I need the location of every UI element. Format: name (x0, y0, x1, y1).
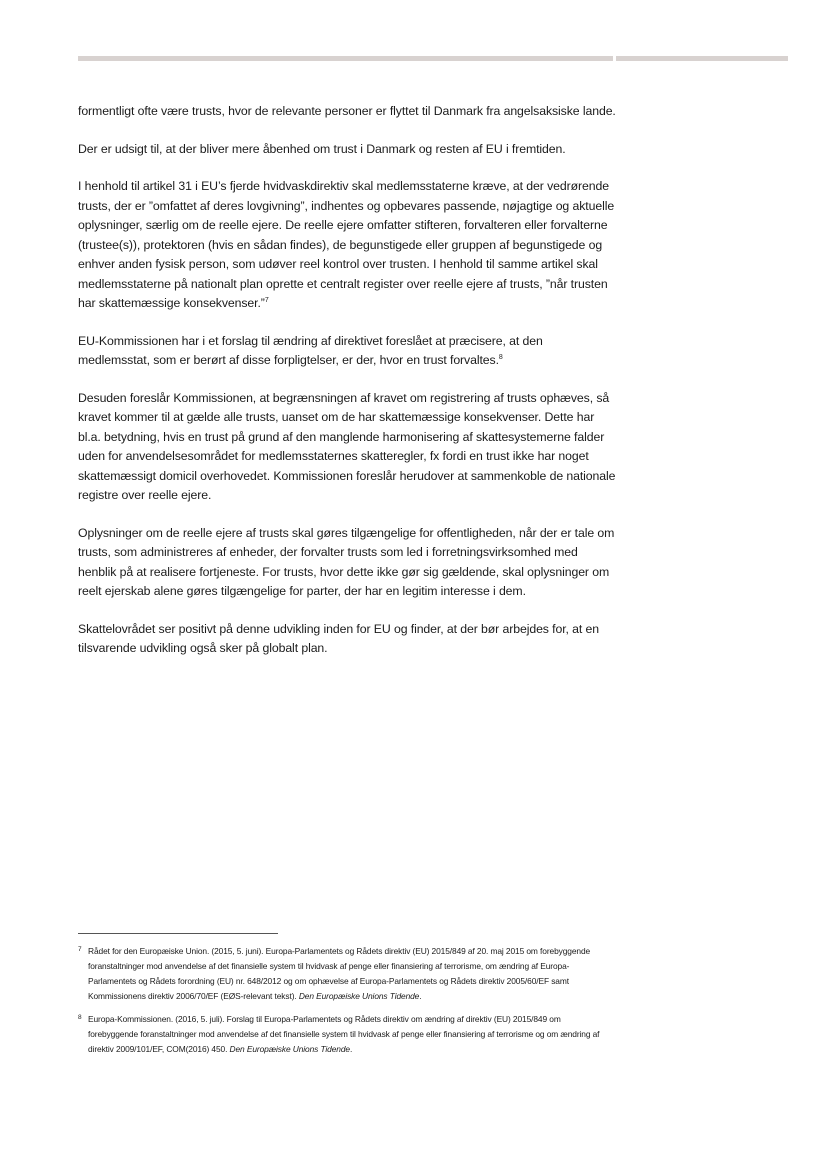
paragraph: Oplysninger om de reelle ejere af trusts skal gøres tilgængelige for offentligheden, når der er tale om trusts, som administreres af enheder, der forvalter trusts som led i forretningsvirksomhed med henblik på at realisere fortjeneste. For trusts, hvor dette ikke gør sig gældende, skal oplysninger om reelt ejerskab alene gøres tilgængelige for parter, der har en legitim interesse i dem. (78, 525, 615, 598)
footnote: 7 Rådet for den Europæiske Union. (2015, 5. juni). Europa-Parlamentets og Rådets direktiv (EU) 2015/849 af 20. maj 2015 om forebyggende foranstaltninger mod anvendelse af det finansielle system til hvidvask af penge eller finansiering af terrorisme, om ændring af Europa-Parlamentets og Rådets forordning (EU) nr. 648/2012 og om ophævelse af Europa-Parlamentets og Rådets direktiv 2005/60/EF samt Kommissionens direktiv 2006/70/EF (EØS-relevant tekst). Den Europæiske Unions Tidende. (78, 946, 591, 1001)
paragraph: Der er udsigt til, at der bliver mere åbenhed om trust i Danmark og resten af EU i fremtiden. (78, 141, 566, 156)
footnote-ref[interactable]: 8 (498, 353, 503, 361)
paragraph: Desuden foreslår Kommissionen, at begrænsningen af kravet om registrering af trusts ophæves, så kravet kommer til at gælde alle trusts, uanset om de har skattemæssige konsekvenser. Dette har bl.a. betydning, hvis en trust på grund af den manglende harmonisering af skattesystemerne falder uden for anvendelsesområdet for medlemsstaternes skatteregler, fx fordi en trust ikke har noget skattemæssigt domicil overhovedet. Kommissionen foreslår herudover at sammenkoble de nationale registre over reelle ejere. (78, 390, 616, 502)
paragraph: formentligt ofte være trusts, hvor de relevante personer er flyttet til Danmark fra angelsaksiske lande. (78, 104, 616, 118)
footnote-text: Europa-Kommissionen. (2016, 5. juli). Forslag til Europa-Parlamentets og Rådets direktiv om ændring af direktiv (EU) 2015/849 om forebyggende foranstaltninger mod anvendelse af det finansielle system til hvidvask af penge eller finansiering af terrorisme og om ændring af direktiv 2009/101/EF, COM(2016) 450. (88, 1014, 600, 1054)
paragraph: I henhold til artikel 31 i EU’s fjerde hvidvaskdirektiv skal medlemsstaterne kræve, at der vedrørende trusts, der er ”omfattet af deres lovgivning”, indhentes og opbevares passende, nøjagtige og aktuelle oplysninger, særlig om de reelle ejere. De reelle ejere omfatter stifteren, forvalteren eller forvalterne (trustee(s)), protektoren (hvis en sådan findes), de begunstigede eller gruppen af begunstigede og enhver anden fysisk person, som udøver reel kontrol over trusten. I henhold til samme artikel skal medlemsstaterne på nationalt plan oprette et centralt register over reelle ejere af trusts, ”når trusten har skattemæssige konsekvenser.”$^7$ (78, 179, 615, 310)
header-rule (78, 56, 613, 61)
body-text (78, 102, 616, 677)
footnote-number: 7 (78, 946, 82, 953)
footnote-source: Den Europæiske Unions Tidende (229, 1044, 350, 1054)
footnote-divider (78, 933, 278, 934)
footnote-text: Rådet for den Europæiske Union. (2015, 5. juni). Europa-Parlamentets og Rådets direktiv (EU) 2015/849 af 20. maj 2015 om forebyggende foranstaltninger mod anvendelse af det finansielle system til hvidvask af penge eller finansiering af terrorisme, om ændring af Europa-Parlamentets og Rådets forordning (EU) nr. 648/2012 og om ophævelse af Europa-Parlamentets og Rådets direktiv 2005/60/EF samt Kommissionens direktiv 2006/70/EF (EØS-relevant tekst). (88, 946, 591, 1001)
footnotes (78, 944, 608, 1065)
paragraph: EU-Kommissionen har i et forslag til ændring af direktivet foreslået at præcisere, at den medlemsstat, som er berørt af disse forpligtelser, er der, hvor en trust forvaltes.$^8$ (78, 333, 543, 367)
header-rule-margin (616, 56, 788, 61)
footnote-source: Den Europæiske Unions Tidende (298, 991, 420, 1001)
footnote-ref[interactable]: 7 (264, 296, 269, 304)
footnote-number: 8 (78, 1014, 82, 1021)
footnote: 8 Europa-Kommissionen. (2016, 5. juli). Forslag til Europa-Parlamentets og Rådets direktiv om ændring af direktiv (EU) 2015/849 om forebyggende foranstaltninger mod anvendelse af det finansielle system til hvidvask af penge eller finansiering af terrorisme og om ændring af direktiv 2009/101/EF, COM(2016) 450. Den Europæiske Unions Tidende. (78, 1014, 600, 1054)
paragraph: Skattelovrådet ser positivt på denne udvikling inden for EU og finder, at der bør arbejdes for, at en tilsvarende udvikling også sker på globalt plan. (78, 621, 600, 655)
